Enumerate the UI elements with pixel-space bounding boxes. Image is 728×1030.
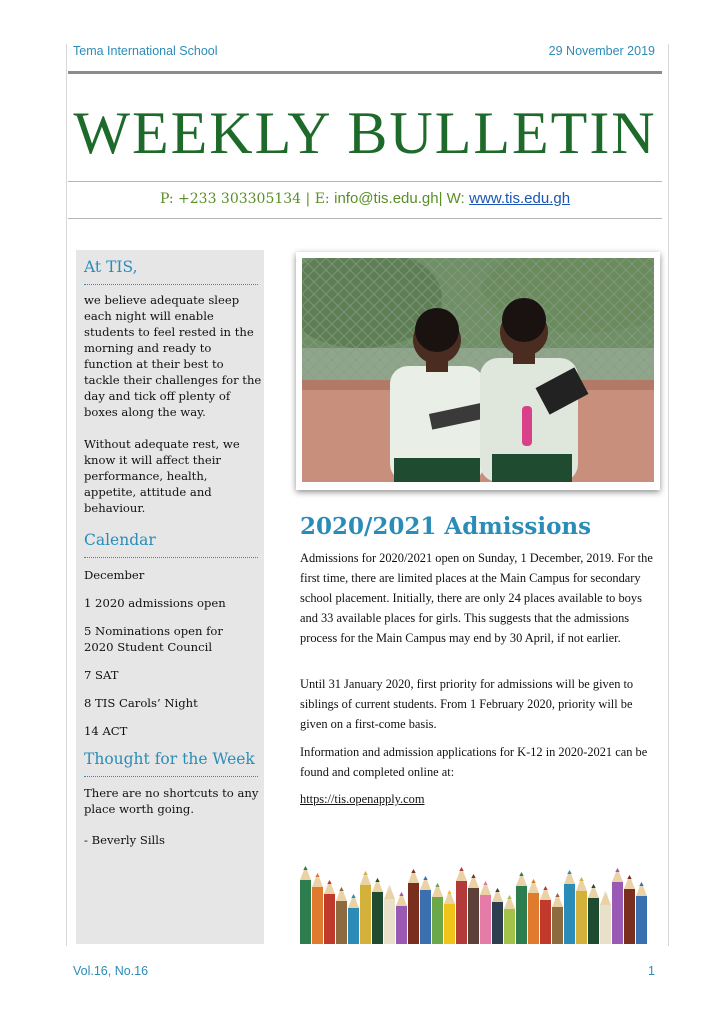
at-tis-heading: At TIS,	[84, 258, 138, 276]
contact-rule	[68, 218, 662, 219]
pencil	[540, 886, 551, 944]
thought-quote: There are no shortcuts to any place worth going.	[84, 786, 259, 816]
pencil	[588, 884, 599, 944]
pencil	[372, 878, 383, 944]
left-page-border	[66, 44, 67, 946]
article-paragraph-3: Information and admission applications for K-12 in 2020-2021 can be found and completed online at:	[300, 745, 648, 779]
school-name: Tema International School	[73, 44, 218, 58]
pencil	[576, 877, 587, 944]
thought-author: - Beverly Sills	[84, 833, 165, 847]
pencil	[456, 867, 467, 944]
calendar-month: December	[84, 568, 145, 582]
article-paragraph-1: Admissions for 2020/2021 open on Sunday, 1 December, 2019. For the first time, there are limited places at the Main Campus for secondary school placement. Initially, there are only 24 places available to boys and 33 available places for girls. This suggests that the admissions process for the Main Campus may end by 30 April, if not earlier.	[300, 551, 653, 645]
article-title: 2020/2021 Admissions	[300, 513, 592, 540]
calendar-item: 8 TIS Carols’ Night	[84, 696, 198, 710]
openapply-link[interactable]: https://tis.openapply.com	[300, 792, 425, 806]
students-photo	[302, 258, 654, 482]
pencil	[552, 893, 563, 944]
pencil	[492, 888, 503, 944]
calendar-item: 1 2020 admissions open	[84, 596, 226, 610]
calendar-item: 14 ACT	[84, 724, 128, 738]
pencil	[480, 881, 491, 944]
contact-separator: | W:	[438, 190, 465, 207]
pencil	[348, 894, 359, 944]
pencil	[612, 868, 623, 944]
pencil	[516, 872, 527, 944]
calendar-item: 5 Nominations open for	[84, 624, 223, 638]
title-rule	[68, 181, 662, 182]
pencil	[432, 883, 443, 944]
pencil	[408, 869, 419, 944]
right-page-border	[668, 44, 669, 946]
photo-frame	[296, 252, 660, 490]
contact-line	[68, 190, 662, 207]
at-tis-divider	[84, 284, 258, 285]
pencil	[528, 879, 539, 944]
pencil	[360, 871, 371, 944]
website-link[interactable]: www.tis.edu.gh	[469, 190, 571, 207]
calendar-item-continued: 2020 Student Council	[84, 640, 213, 654]
thought-heading: Thought for the Week	[84, 750, 255, 768]
article-paragraph-2: Until 31 January 2020, first priority for admissions will be given to siblings of current students. From 1 February 2020, priority will be given on a first-come basis.	[300, 677, 634, 731]
thought-divider	[84, 776, 258, 777]
calendar-divider	[84, 557, 258, 558]
issue-date: 29 November 2019	[548, 44, 655, 58]
page-title: WEEKLY BULLETIN	[73, 100, 657, 166]
pencil	[624, 875, 635, 944]
header-rule	[68, 71, 662, 74]
pencil	[564, 870, 575, 944]
pencil	[312, 873, 323, 944]
pencil	[396, 892, 407, 944]
contact-email[interactable]: info@tis.edu.gh	[334, 190, 439, 207]
page-number: 1	[648, 964, 655, 978]
pencil	[384, 885, 395, 944]
pencil	[600, 891, 611, 944]
pencil	[420, 876, 431, 944]
volume-number: Vol.16, No.16	[73, 964, 149, 978]
calendar-item: 7 SAT	[84, 668, 119, 682]
colored-pencils-illustration	[300, 856, 656, 944]
pencil	[300, 866, 311, 944]
contact-phone: P: +233 303305134 | E:	[159, 191, 330, 207]
pencil	[444, 890, 455, 944]
pencil	[336, 887, 347, 944]
calendar-heading: Calendar	[84, 531, 156, 549]
pencil	[324, 880, 335, 944]
at-tis-paragraph-2: Without adequate rest, we know it will affect their performance, health, appetite, attitude and behaviour.	[84, 437, 240, 515]
pencil	[504, 895, 515, 944]
pencil	[636, 882, 647, 944]
pencil	[468, 874, 479, 944]
at-tis-paragraph-1: we believe adequate sleep each night will enable students to feel rested in the morning and ready to function at their best to tackle their challenges for the day and tick off plenty of boxes along the way.	[84, 293, 262, 419]
